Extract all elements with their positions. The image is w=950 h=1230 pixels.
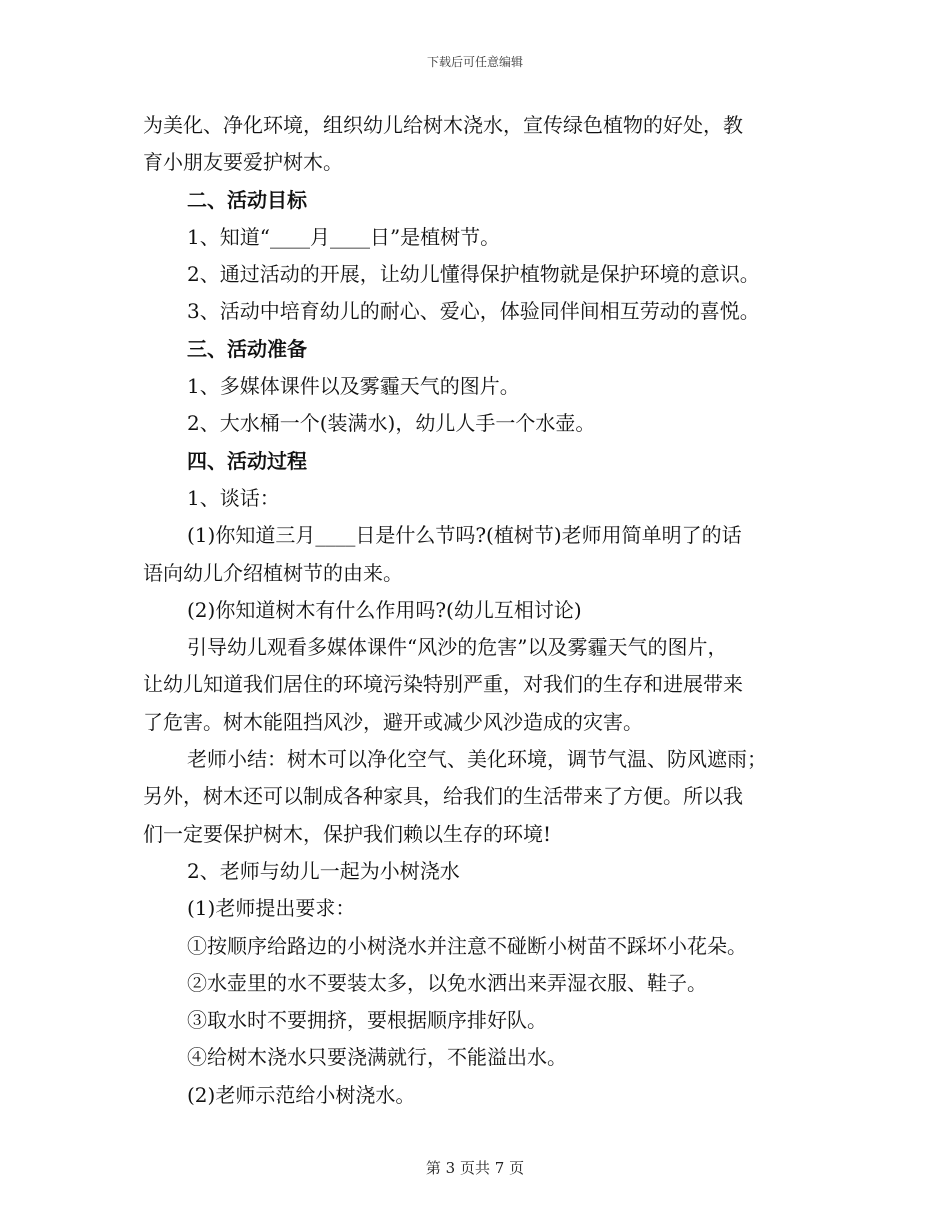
- paragraph-line: (1)老师提出要求：: [187, 896, 356, 921]
- page-header: 下载后可任意编辑: [426, 55, 523, 69]
- paragraph-line: 另外，树木还可以制成各种家具，给我们的生活带来了方便。所以我: [143, 784, 743, 809]
- paragraph-line: 1、多媒体课件以及雾霾天气的图片。: [187, 374, 520, 399]
- paragraph-line: (2)老师示范给小树浇水。: [187, 1082, 416, 1107]
- paragraph-line: ②水壶里的水不要装太多，以免水洒出来弄湿衣服、鞋子。: [187, 970, 707, 995]
- paragraph-line: ①按顺序给路边的小树浇水并注意不碰断小树苗不踩坏小花朵。: [187, 933, 747, 958]
- paragraph-line: 2、老师与幼儿一起为小树浇水: [187, 858, 460, 883]
- paragraph-line: 2、通过活动的开展，让幼儿懂得保护植物就是保护环境的意识。: [187, 262, 760, 287]
- paragraph-line: 2、大水桶一个(装满水)，幼儿人手一个水壶。: [187, 411, 596, 436]
- document-body: [143, 107, 807, 1114]
- section-heading: 四、活动过程: [187, 448, 307, 473]
- paragraph-line: 语向幼儿介绍植树节的由来。: [143, 560, 403, 585]
- paragraph-line: ④给树木浇水只要浇满就行，不能溢出水。: [187, 1045, 567, 1070]
- paragraph-line: 引导幼儿观看多媒体课件“风沙的危害”以及雾霾天气的图片，: [187, 635, 728, 660]
- paragraph-line: 老师小结：树木可以净化空气、美化环境，调节气温、防风遮雨；: [187, 747, 767, 772]
- paragraph-line: (2)你知道树木有什么作用吗?(幼儿互相讨论): [187, 597, 582, 622]
- paragraph-line: 们一定要保护树木，保护我们赖以生存的环境!: [143, 821, 552, 846]
- paragraph-line: 1、知道“____月____日”是植树节。: [187, 224, 501, 249]
- paragraph-line: ③取水时不要拥挤，要根据顺序排好队。: [187, 1008, 547, 1033]
- paragraph-line: 育小朋友要爱护树木。: [143, 150, 343, 175]
- section-heading: 二、活动目标: [187, 187, 307, 212]
- paragraph-line: (1)你知道三月____日是什么节吗?(植树节)老师用简单明了的话: [187, 523, 742, 548]
- paragraph-line: 1、谈话：: [187, 485, 280, 510]
- paragraph-line: 让幼儿知道我们居住的环境污染特别严重，对我们的生存和进展带来: [143, 672, 743, 697]
- paragraph-line: 3、活动中培育幼儿的耐心、爱心，体验同伴间相互劳动的喜悦。: [187, 299, 760, 324]
- page-footer: 第 3 页共 7 页: [425, 1159, 525, 1177]
- paragraph-line: 为美化、净化环境，组织幼儿给树木浇水，宣传绿色植物的好处，教: [143, 113, 743, 137]
- paragraph-line: 了危害。树木能阻挡风沙，避开或减少风沙造成的灾害。: [143, 709, 643, 734]
- section-heading: 三、活动准备: [187, 336, 307, 361]
